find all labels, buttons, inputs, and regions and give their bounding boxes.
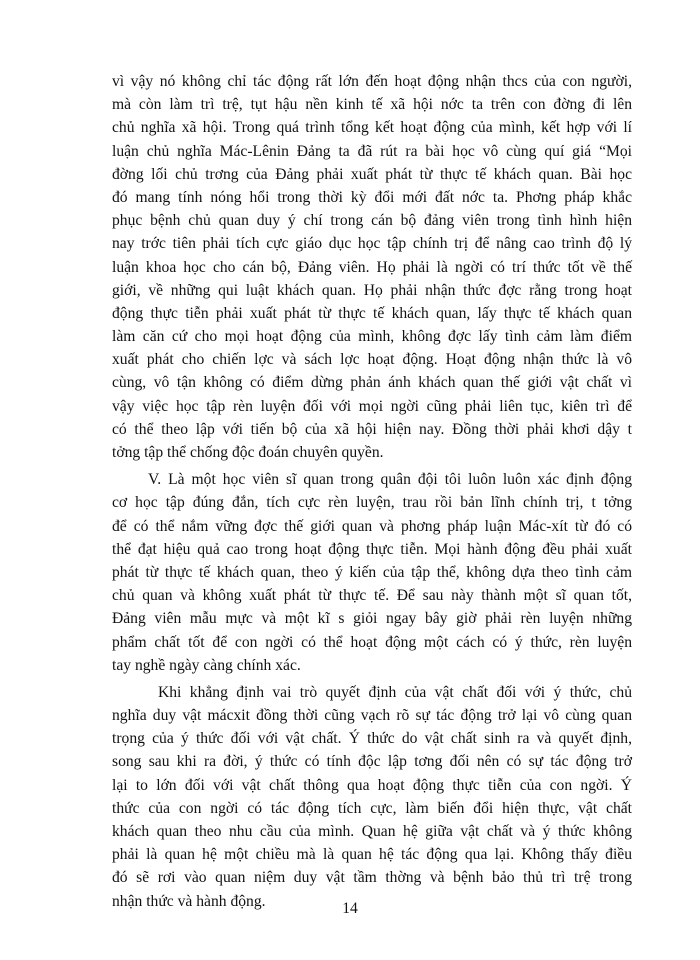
- text-line: vì vậy nó không chỉ tác động rất lớn đến hoạt động nhận thcs của con người,: [112, 73, 632, 90]
- paragraph-2: [112, 468, 632, 677]
- text-line: giới, về những qui luật khách quan. Họ phải nhận thức đợc rằng trong hoạt: [112, 281, 632, 299]
- text-line: mà còn làm trì trệ, tụt hậu nền kinh tế xã hội nớc ta trên con đờng đi lên: [112, 96, 632, 114]
- text-line: nghĩa duy vật mácxit đồng thời cũng vạch rõ sự tác động trở lại vô cùng quan: [112, 707, 632, 725]
- text-line: Đảng viên mẫu mực và một kĩ s giỏi ngay bây giờ phải rèn luyện những: [112, 610, 632, 628]
- text-line: V. Là một học viên sĩ quan trong quân đội tôi luôn luôn xác định động: [148, 471, 632, 489]
- page-number: 14: [342, 900, 358, 917]
- text-line: có thể theo lập với tiến bộ của xã hội hiện nay. Đồng thời phải khơi dậy t: [112, 420, 632, 438]
- text-line: khách quan theo nhu cầu của mình. Quan hệ giữa vật chất và ý thức không: [112, 823, 632, 840]
- text-line: động thực tiễn phải xuất phát từ thực tế khách quan, lấy thực tế khách quan: [112, 304, 632, 322]
- text-line: luận chủ nghĩa Mác-Lênin Đảng ta đã rút ra bài học vô cùng quí giá “Mọi: [112, 142, 632, 160]
- text-line: đó sẽ rơi vào quan niệm duy vật tầm thờng và bệnh bảo thủ trì trệ trong: [112, 869, 632, 887]
- text-line: cùng, vô tận không có điểm dừng phản ánh khách quan thế giới vật chất vì: [112, 374, 632, 392]
- text-line: tởng tập thể chống độc đoán chuyên quyền.: [112, 444, 384, 461]
- paragraph-3: [112, 681, 632, 913]
- text-line: chủ quan và không xuất phát từ thực tế. Để sau này thành một sĩ quan tốt,: [112, 587, 632, 605]
- text-line: để có thể nắm vững đợc thế giới quan và phơng pháp luận Mác-xít từ đó có: [112, 517, 632, 535]
- text-line: phẩm chất tốt để con ngời có thể hoạt động một cách có ý thức, rèn luyện: [112, 633, 632, 651]
- text-line: cơ học tập đúng đắn, tích cực rèn luyện, trau rồi bản lĩnh chính trị, t tởng: [112, 494, 632, 512]
- text-line: vậy việc học tập rèn luyện đối với mọi ngời cũng phải liên tục, kiên trì để: [112, 397, 632, 415]
- text-line: đờng lối chủ trơng của Đảng phải xuất phát từ thực tế khách quan. Bài học: [112, 165, 632, 183]
- text-line: đó mang tính nóng hổi trong thời kỳ đổi mới đất nớc ta. Phơng pháp khắc: [112, 188, 632, 206]
- text-line: phục bệnh chủ quan duy ý chí trong cán bộ đảng viên trong tình hình hiện: [112, 212, 632, 230]
- text-line: phải là quan hệ một chiều mà là quan hệ tác động qua lại. Không thấy điều: [112, 846, 632, 864]
- body-text: [112, 70, 632, 913]
- text-line: phát từ thực tế khách quan, theo ý kiến của tập thể, không dựa theo tình cảm: [112, 563, 632, 581]
- text-line: xuất phát cho chiến lợc và sách lợc hoạt động. Hoạt động nhận thức là vô: [112, 351, 632, 369]
- text-line: làm căn cứ cho mọi hoạt động của mình, không đợc lấy tình cảm làm điểm: [112, 328, 632, 346]
- text-line: Khi khẳng định vai trò quyết định của vật chất đối với ý thức, chủ: [158, 683, 632, 701]
- text-line: lại to lớn đối với vật chất thông qua hoạt động thực tiễn của con ngời. Ý: [112, 776, 632, 794]
- text-line: nay trớc tiên phải tích cực giáo dục học tập chính trị để nâng cao trình độ lý: [112, 235, 632, 253]
- text-line: trọng của ý thức đối với vật chất. Ý thức do vật chất sinh ra và quyết định,: [112, 730, 632, 748]
- text-line: tay nghề ngày càng chính xác.: [112, 656, 301, 674]
- text-line: thức của con ngời có tác động tích cực, làm biến đổi hiện thực, vật chất: [112, 799, 632, 817]
- text-line: nhận thức và hành động.: [112, 892, 266, 910]
- text-line: luận khoa học cho cán bộ, Đảng viên. Họ phải là ngời có trí thức tốt về thế: [112, 258, 632, 276]
- text-line: song sau khi ra đời, ý thức có tính độc lập tơng đối nên có sự tác động trở: [112, 753, 632, 771]
- paragraph-1: [112, 70, 632, 464]
- text-line: thể đạt hiệu quả cao trong hoạt động thực tiễn. Mọi hành động đều phải xuất: [112, 540, 632, 558]
- text-line: chủ nghĩa xã hội. Trong quá trình tổng kết hoạt động của mình, kết hợp với lí: [112, 119, 632, 137]
